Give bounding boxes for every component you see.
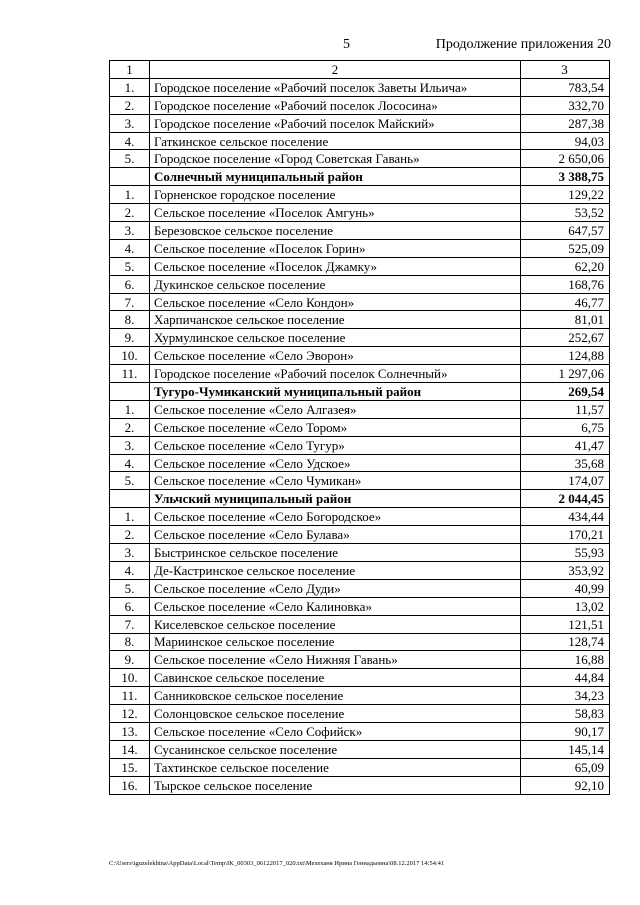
- table-row: [110, 651, 610, 669]
- table-header-row: [110, 61, 610, 79]
- row-number: 2.: [110, 418, 150, 436]
- row-value: 168,76: [521, 275, 610, 293]
- row-name: Тырское сельское поселение: [150, 776, 521, 794]
- table-row: [110, 275, 610, 293]
- row-number: [110, 490, 150, 508]
- table-row: [110, 114, 610, 132]
- table-row: [110, 418, 610, 436]
- row-name: Сельское поселение «Село Чумикан»: [150, 472, 521, 490]
- row-name: Сельское поселение «Село Калиновка»: [150, 597, 521, 615]
- row-number: [110, 383, 150, 401]
- row-name: Савинское сельское поселение: [150, 669, 521, 687]
- row-number: 3.: [110, 436, 150, 454]
- row-value: 40,99: [521, 579, 610, 597]
- district-row: [110, 383, 610, 401]
- continuation-label: Продолжение приложения 20: [435, 37, 611, 52]
- row-number: 2.: [110, 96, 150, 114]
- table-row: [110, 293, 610, 311]
- row-name: Тахтинское сельское поселение: [150, 758, 521, 776]
- row-number: 15.: [110, 758, 150, 776]
- row-name: Городское поселение «Рабочий поселок Майский»: [150, 114, 521, 132]
- table-row: [110, 78, 610, 96]
- row-number: 6.: [110, 275, 150, 293]
- row-number: 4.: [110, 239, 150, 257]
- row-number: 5.: [110, 579, 150, 597]
- column-header-2: 2: [150, 61, 521, 79]
- row-name: Хурмулинское сельское поселение: [150, 329, 521, 347]
- row-value: 783,54: [521, 78, 610, 96]
- row-number: 5.: [110, 150, 150, 168]
- table-row: [110, 454, 610, 472]
- row-name: Ульчский муниципальный район: [150, 490, 521, 508]
- table-row: [110, 186, 610, 204]
- table-row: [110, 705, 610, 723]
- row-value: 81,01: [521, 311, 610, 329]
- row-number: 1.: [110, 78, 150, 96]
- row-name: Сельское поселение «Село Богородское»: [150, 508, 521, 526]
- row-name: Сельское поселение «Село Алгазея»: [150, 400, 521, 418]
- row-number: 1.: [110, 400, 150, 418]
- table-row: [110, 758, 610, 776]
- row-value: 65,09: [521, 758, 610, 776]
- row-number: 16.: [110, 776, 150, 794]
- row-name: Сусанинское сельское поселение: [150, 740, 521, 758]
- row-value: 121,51: [521, 615, 610, 633]
- row-value: 6,75: [521, 418, 610, 436]
- table-row: [110, 722, 610, 740]
- table-body: [110, 61, 610, 795]
- row-number: 3.: [110, 544, 150, 562]
- table-row: [110, 472, 610, 490]
- row-number: 6.: [110, 597, 150, 615]
- table-row: [110, 311, 610, 329]
- row-number: 5.: [110, 472, 150, 490]
- row-value: 41,47: [521, 436, 610, 454]
- row-name: Солнечный муниципальный район: [150, 168, 521, 186]
- row-value: 62,20: [521, 257, 610, 275]
- row-value: 53,52: [521, 204, 610, 222]
- row-value: 269,54: [521, 383, 610, 401]
- table-row: [110, 239, 610, 257]
- district-row: [110, 490, 610, 508]
- row-name: Сельское поселение «Поселок Амгунь»: [150, 204, 521, 222]
- row-name: Сельское поселение «Село Тугур»: [150, 436, 521, 454]
- row-number: 11.: [110, 365, 150, 383]
- row-name: Харпичанское сельское поселение: [150, 311, 521, 329]
- row-number: 2.: [110, 526, 150, 544]
- table-row: [110, 579, 610, 597]
- table-row: [110, 740, 610, 758]
- row-number: 3.: [110, 114, 150, 132]
- row-value: 129,22: [521, 186, 610, 204]
- row-number: 4.: [110, 454, 150, 472]
- row-name: Городское поселение «Город Советская Гавань»: [150, 150, 521, 168]
- row-number: 8.: [110, 311, 150, 329]
- row-number: 2.: [110, 204, 150, 222]
- row-value: 16,88: [521, 651, 610, 669]
- data-table: [109, 60, 610, 795]
- table-row: [110, 597, 610, 615]
- row-value: 647,57: [521, 222, 610, 240]
- row-name: Горненское городское поселение: [150, 186, 521, 204]
- table-row: [110, 400, 610, 418]
- row-name: Солонцовское сельское поселение: [150, 705, 521, 723]
- row-value: 1 297,06: [521, 365, 610, 383]
- row-value: 124,88: [521, 347, 610, 365]
- row-number: 10.: [110, 347, 150, 365]
- table-row: [110, 347, 610, 365]
- row-value: 58,83: [521, 705, 610, 723]
- table-row: [110, 544, 610, 562]
- table-row: [110, 687, 610, 705]
- row-name: Березовское сельское поселение: [150, 222, 521, 240]
- row-value: 34,23: [521, 687, 610, 705]
- row-number: 12.: [110, 705, 150, 723]
- table-row: [110, 150, 610, 168]
- footer-path: C:\Users\iguzelekhina\AppData\Local\Temp\IK_00303_06122017_020.txt\Мехеханя Ирина Геннадьевна\08.12.2017 14:54:41: [109, 860, 445, 867]
- row-number: 4.: [110, 132, 150, 150]
- row-value: 170,21: [521, 526, 610, 544]
- row-value: 287,38: [521, 114, 610, 132]
- row-name: Сельское поселение «Село Эворон»: [150, 347, 521, 365]
- row-value: 94,03: [521, 132, 610, 150]
- table-row: [110, 365, 610, 383]
- row-value: 46,77: [521, 293, 610, 311]
- row-value: 92,10: [521, 776, 610, 794]
- row-number: 3.: [110, 222, 150, 240]
- row-name: Сельское поселение «Поселок Джамку»: [150, 257, 521, 275]
- row-value: 11,57: [521, 400, 610, 418]
- table-row: [110, 257, 610, 275]
- row-name: Сельское поселение «Село Нижняя Гавань»: [150, 651, 521, 669]
- row-name: Быстринское сельское поселение: [150, 544, 521, 562]
- table-row: [110, 633, 610, 651]
- row-number: 14.: [110, 740, 150, 758]
- table-row: [110, 204, 610, 222]
- row-value: 434,44: [521, 508, 610, 526]
- table-row: [110, 776, 610, 794]
- table-row: [110, 436, 610, 454]
- row-name: Дукинское сельское поселение: [150, 275, 521, 293]
- row-name: Сельское поселение «Село Тором»: [150, 418, 521, 436]
- row-name: Сельское поселение «Поселок Горин»: [150, 239, 521, 257]
- row-number: 7.: [110, 293, 150, 311]
- row-value: 2 044,45: [521, 490, 610, 508]
- row-name: Тугуро-Чумиканский муниципальный район: [150, 383, 521, 401]
- row-number: 9.: [110, 329, 150, 347]
- table-row: [110, 669, 610, 687]
- row-number: 9.: [110, 651, 150, 669]
- table-row: [110, 508, 610, 526]
- column-header-1: 1: [110, 61, 150, 79]
- row-value: 174,07: [521, 472, 610, 490]
- table-row: [110, 96, 610, 114]
- row-name: Сельское поселение «Село Булава»: [150, 526, 521, 544]
- row-name: Сельское поселение «Село Кондон»: [150, 293, 521, 311]
- table-row: [110, 526, 610, 544]
- row-name: Городское поселение «Рабочий поселок Заветы Ильича»: [150, 78, 521, 96]
- row-name: Киселевское сельское поселение: [150, 615, 521, 633]
- row-number: 13.: [110, 722, 150, 740]
- row-name: Гаткинское сельское поселение: [150, 132, 521, 150]
- row-value: 44,84: [521, 669, 610, 687]
- row-value: 13,02: [521, 597, 610, 615]
- row-name: Сельское поселение «Село Дуди»: [150, 579, 521, 597]
- row-number: 7.: [110, 615, 150, 633]
- row-value: 525,09: [521, 239, 610, 257]
- table-row: [110, 222, 610, 240]
- row-value: 55,93: [521, 544, 610, 562]
- row-number: 10.: [110, 669, 150, 687]
- district-row: [110, 168, 610, 186]
- row-name: Городское поселение «Рабочий поселок Лососина»: [150, 96, 521, 114]
- table-row: [110, 561, 610, 579]
- row-name: Санниковское сельское поселение: [150, 687, 521, 705]
- row-value: 128,74: [521, 633, 610, 651]
- row-value: 35,68: [521, 454, 610, 472]
- row-number: 5.: [110, 257, 150, 275]
- row-name: Сельское поселение «Село Софийск»: [150, 722, 521, 740]
- row-value: 252,67: [521, 329, 610, 347]
- row-name: Сельское поселение «Село Удское»: [150, 454, 521, 472]
- row-value: 145,14: [521, 740, 610, 758]
- row-number: 11.: [110, 687, 150, 705]
- table-row: [110, 132, 610, 150]
- row-number: 4.: [110, 561, 150, 579]
- row-name: Мариинское сельское поселение: [150, 633, 521, 651]
- row-value: 332,70: [521, 96, 610, 114]
- page-number: 5: [343, 37, 350, 52]
- row-number: 1.: [110, 186, 150, 204]
- row-value: 3 388,75: [521, 168, 610, 186]
- row-value: 2 650,06: [521, 150, 610, 168]
- row-value: 90,17: [521, 722, 610, 740]
- column-header-3: 3: [521, 61, 610, 79]
- row-name: Городское поселение «Рабочий поселок Солнечный»: [150, 365, 521, 383]
- row-name: Де-Кастринское сельское поселение: [150, 561, 521, 579]
- table-row: [110, 329, 610, 347]
- row-number: [110, 168, 150, 186]
- table-row: [110, 615, 610, 633]
- row-number: 8.: [110, 633, 150, 651]
- row-number: 1.: [110, 508, 150, 526]
- row-value: 353,92: [521, 561, 610, 579]
